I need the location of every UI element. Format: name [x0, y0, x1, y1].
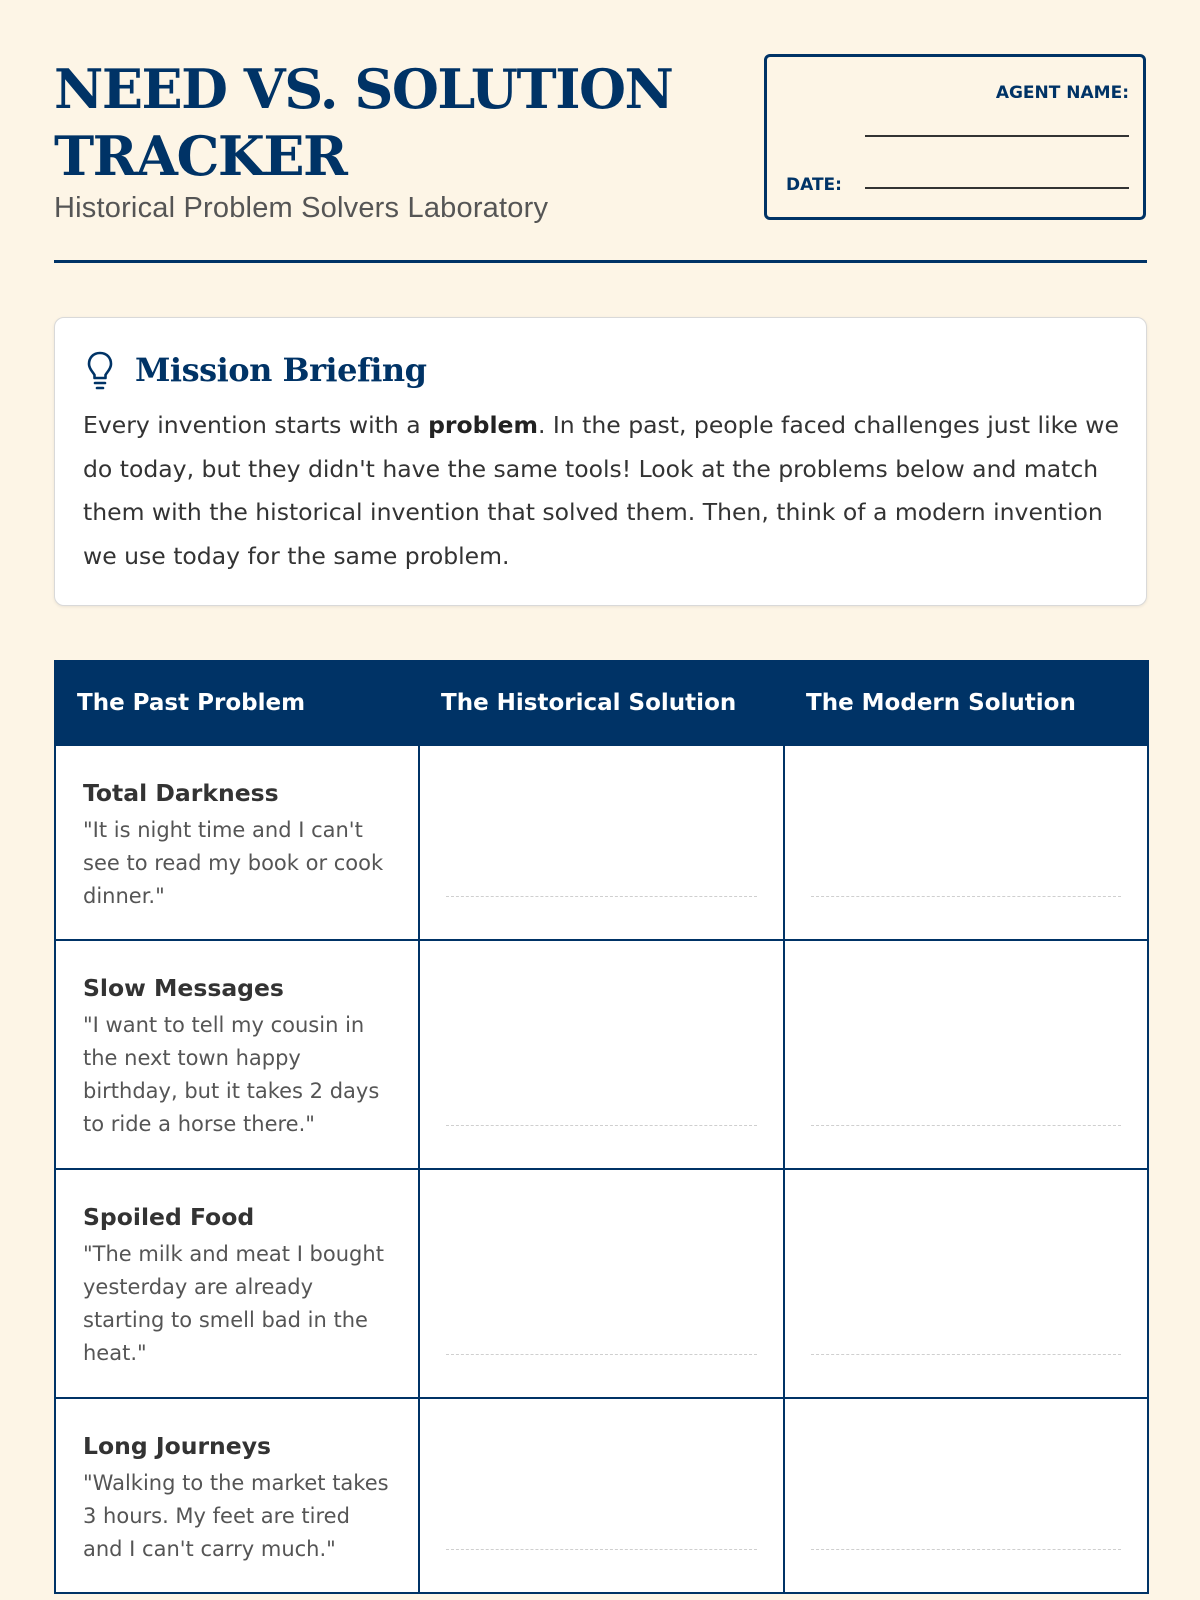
- title-line-1: NEED VS. SOLUTION: [54, 57, 673, 121]
- problem-title: Spoiled Food: [83, 1203, 255, 1231]
- page-title: [54, 56, 734, 190]
- modern-solution-cell[interactable]: [784, 940, 1148, 1169]
- answer-line: [446, 1125, 757, 1126]
- mission-briefing-card: [54, 317, 1147, 606]
- answer-line: [446, 896, 757, 897]
- answer-line: [811, 1125, 1121, 1126]
- problem-cell: [55, 940, 419, 1169]
- problem-cell: [55, 1398, 419, 1593]
- date-field[interactable]: [865, 187, 1129, 189]
- problem-cell: [55, 745, 419, 940]
- briefing-text-emphasis: problem: [428, 411, 538, 439]
- column-header-modern-solution: The Modern Solution: [784, 661, 1148, 745]
- header-divider: [54, 260, 1147, 263]
- problem-quote: "I want to tell my cousin in the next town happy birthday, but it takes 2 days to ride a horse there.": [83, 1013, 380, 1136]
- historical-solution-cell[interactable]: [419, 745, 784, 940]
- tracker-table: [54, 660, 1149, 1594]
- page-subtitle: Historical Problem Solvers Laboratory: [54, 192, 549, 224]
- answer-line: [446, 1549, 757, 1550]
- problem-quote: "The milk and meat I bought yesterday are already starting to smell bad in the heat.": [83, 1242, 384, 1365]
- agent-name-label: AGENT NAME:: [995, 83, 1129, 103]
- modern-solution-cell[interactable]: [784, 745, 1148, 940]
- historical-solution-cell[interactable]: [419, 1169, 784, 1398]
- historical-solution-cell[interactable]: [419, 940, 784, 1169]
- table-row: [55, 745, 1148, 940]
- briefing-title: Mission Briefing: [135, 351, 427, 389]
- answer-line: [811, 896, 1121, 897]
- answer-line: [446, 1354, 757, 1355]
- column-header-past-problem: The Past Problem: [55, 661, 419, 745]
- agent-info-box: [764, 54, 1146, 220]
- date-label: DATE:: [786, 175, 842, 195]
- table-row: [55, 940, 1148, 1169]
- table-row: [55, 1169, 1148, 1398]
- page-header: [54, 56, 1147, 264]
- problem-title: Total Darkness: [83, 779, 279, 807]
- modern-solution-cell[interactable]: [784, 1169, 1148, 1398]
- lightbulb-icon: [83, 348, 117, 392]
- answer-line: [811, 1549, 1121, 1550]
- problem-title: Long Journeys: [83, 1432, 272, 1460]
- briefing-text: [83, 404, 1123, 578]
- column-header-historical-solution: The Historical Solution: [419, 661, 784, 745]
- modern-solution-cell[interactable]: [784, 1398, 1148, 1593]
- problem-title: Slow Messages: [83, 974, 284, 1002]
- historical-solution-cell[interactable]: [419, 1398, 784, 1593]
- problem-cell: [55, 1169, 419, 1398]
- briefing-text-start: Every invention starts with a: [83, 411, 429, 439]
- briefing-text-end: . In the past, people faced challenges just like we do today, but they didn't have the same tools! Look at the problems below and match them with the historical invention that solved them. Then, think of a modern invention we use today for the same problem.: [83, 411, 1119, 570]
- briefing-heading: [83, 348, 427, 392]
- table-header-row: [55, 661, 1148, 745]
- table-row: [55, 1398, 1148, 1593]
- agent-name-field[interactable]: [865, 135, 1129, 137]
- answer-line: [811, 1354, 1121, 1355]
- title-line-2: TRACKER: [54, 124, 347, 188]
- problem-quote: "Walking to the market takes 3 hours. My feet are tired and I can't carry much.": [83, 1471, 389, 1561]
- problem-quote: "It is night time and I can't see to read my book or cook dinner.": [83, 818, 384, 908]
